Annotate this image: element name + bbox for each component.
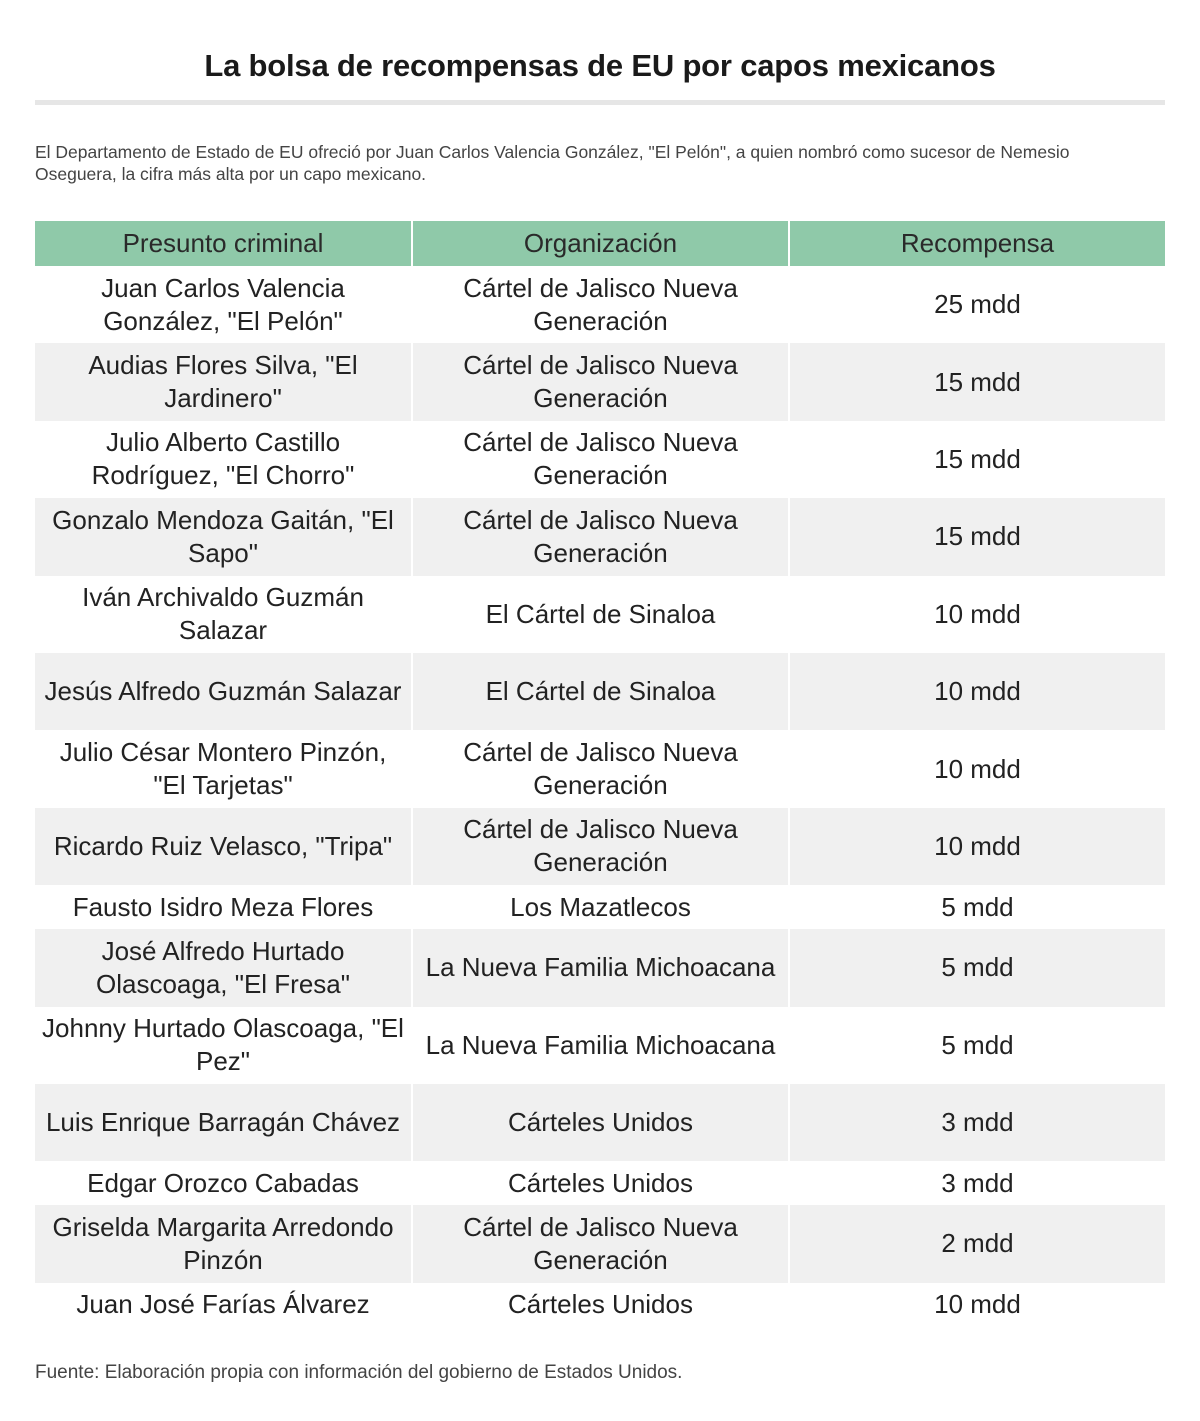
- cell-recompensa: 3 mdd: [788, 1084, 1165, 1161]
- column-header-organizacion: Organización: [411, 221, 788, 266]
- cell-organizacion: Cártel de Jalisco Nueva Generación: [411, 808, 788, 885]
- column-header-recompensa: Recompensa: [788, 221, 1165, 266]
- cell-recompensa: 10 mdd: [788, 576, 1165, 653]
- cell-organizacion: Cártel de Jalisco Nueva Generación: [411, 343, 788, 420]
- column-header-criminal: Presunto criminal: [122, 228, 324, 258]
- table-row: [35, 1161, 1165, 1205]
- source-note: Fuente: Elaboración propia con información del gobierno de Estados Unidos.: [35, 1362, 683, 1383]
- cell-organizacion: Cárteles Unidos: [411, 1161, 788, 1205]
- cell-organizacion: El Cártel de Sinaloa: [411, 653, 788, 730]
- table-row: [35, 929, 1165, 1006]
- table-row: [35, 1084, 1165, 1161]
- table-row: [35, 885, 1165, 929]
- cell-criminal: Griselda Margarita Arredondo Pinzón: [52, 1211, 394, 1275]
- cell-recompensa: 10 mdd: [788, 1283, 1165, 1327]
- cell-criminal: Juan Carlos Valencia González, "El Pelón": [101, 272, 345, 336]
- table-row: [35, 421, 1165, 498]
- cell-organizacion: La Nueva Familia Michoacana: [411, 929, 788, 1006]
- table-header: [35, 221, 1165, 266]
- table-row: [35, 343, 1165, 420]
- table-row: [35, 1205, 1165, 1282]
- title-divider: [35, 100, 1165, 105]
- table-row: [35, 266, 1165, 343]
- cell-organizacion: Cártel de Jalisco Nueva Generación: [411, 1205, 788, 1282]
- table-row: [35, 498, 1165, 575]
- cell-organizacion: Cártel de Jalisco Nueva Generación: [411, 498, 788, 575]
- subtitle: El Departamento de Estado de EU ofreció por Juan Carlos Valencia González, "El Pelón", a quien nombró como sucesor de Nemesio Oseguera, la cifra más alta por un capo mexicano.: [35, 142, 1070, 184]
- cell-criminal: Gonzalo Mendoza Gaitán, "El Sapo": [52, 504, 394, 568]
- table-row: [35, 576, 1165, 653]
- cell-recompensa: 25 mdd: [788, 266, 1165, 343]
- cell-organizacion: El Cártel de Sinaloa: [411, 576, 788, 653]
- cell-recompensa: 15 mdd: [788, 421, 1165, 498]
- cell-criminal: Iván Archivaldo Guzmán Salazar: [82, 582, 364, 646]
- cell-criminal: Juan José Farías Álvarez: [76, 1289, 370, 1320]
- cell-organizacion: Cártel de Jalisco Nueva Generación: [411, 421, 788, 498]
- page-title: La bolsa de recompensas de EU por capos mexicanos: [204, 48, 996, 83]
- cell-criminal: Johnny Hurtado Olascoaga, "El Pez": [42, 1013, 404, 1077]
- cell-criminal: Luis Enrique Barragán Chávez: [45, 1107, 401, 1138]
- cell-recompensa: 2 mdd: [788, 1205, 1165, 1282]
- cell-organizacion: Cárteles Unidos: [411, 1283, 788, 1327]
- cell-criminal: Julio Alberto Castillo Rodríguez, "El Chorro": [91, 427, 355, 491]
- cell-criminal: Jesús Alfredo Guzmán Salazar: [44, 676, 402, 707]
- cell-organizacion: Los Mazatlecos: [411, 885, 788, 929]
- table-row: [35, 653, 1165, 730]
- cell-recompensa: 5 mdd: [788, 885, 1165, 929]
- cell-recompensa: 15 mdd: [788, 343, 1165, 420]
- table-row: [35, 1283, 1165, 1327]
- cell-organizacion: Cárteles Unidos: [411, 1084, 788, 1161]
- cell-organizacion: La Nueva Familia Michoacana: [411, 1007, 788, 1084]
- cell-recompensa: 3 mdd: [788, 1161, 1165, 1205]
- table-row: [35, 1007, 1165, 1084]
- rewards-table: [35, 221, 1165, 1327]
- cell-recompensa: 10 mdd: [788, 653, 1165, 730]
- cell-recompensa: 10 mdd: [788, 730, 1165, 807]
- cell-recompensa: 15 mdd: [788, 498, 1165, 575]
- cell-organizacion: Cártel de Jalisco Nueva Generación: [411, 266, 788, 343]
- table-row: [35, 730, 1165, 807]
- cell-criminal: Audias Flores Silva, "El Jardinero": [88, 350, 358, 414]
- cell-criminal: Julio César Montero Pinzón, "El Tarjetas": [59, 737, 387, 801]
- cell-organizacion: Cártel de Jalisco Nueva Generación: [411, 730, 788, 807]
- cell-recompensa: 5 mdd: [788, 1007, 1165, 1084]
- cell-criminal: Fausto Isidro Meza Flores: [72, 891, 374, 922]
- table-row: [35, 808, 1165, 885]
- cell-recompensa: 5 mdd: [788, 929, 1165, 1006]
- cell-recompensa: 10 mdd: [788, 808, 1165, 885]
- cell-criminal: Edgar Orozco Cabadas: [87, 1167, 359, 1198]
- cell-criminal: José Alfredo Hurtado Olascoaga, "El Fresa": [95, 935, 350, 999]
- cell-criminal: Ricardo Ruiz Velasco, "Tripa": [53, 830, 393, 861]
